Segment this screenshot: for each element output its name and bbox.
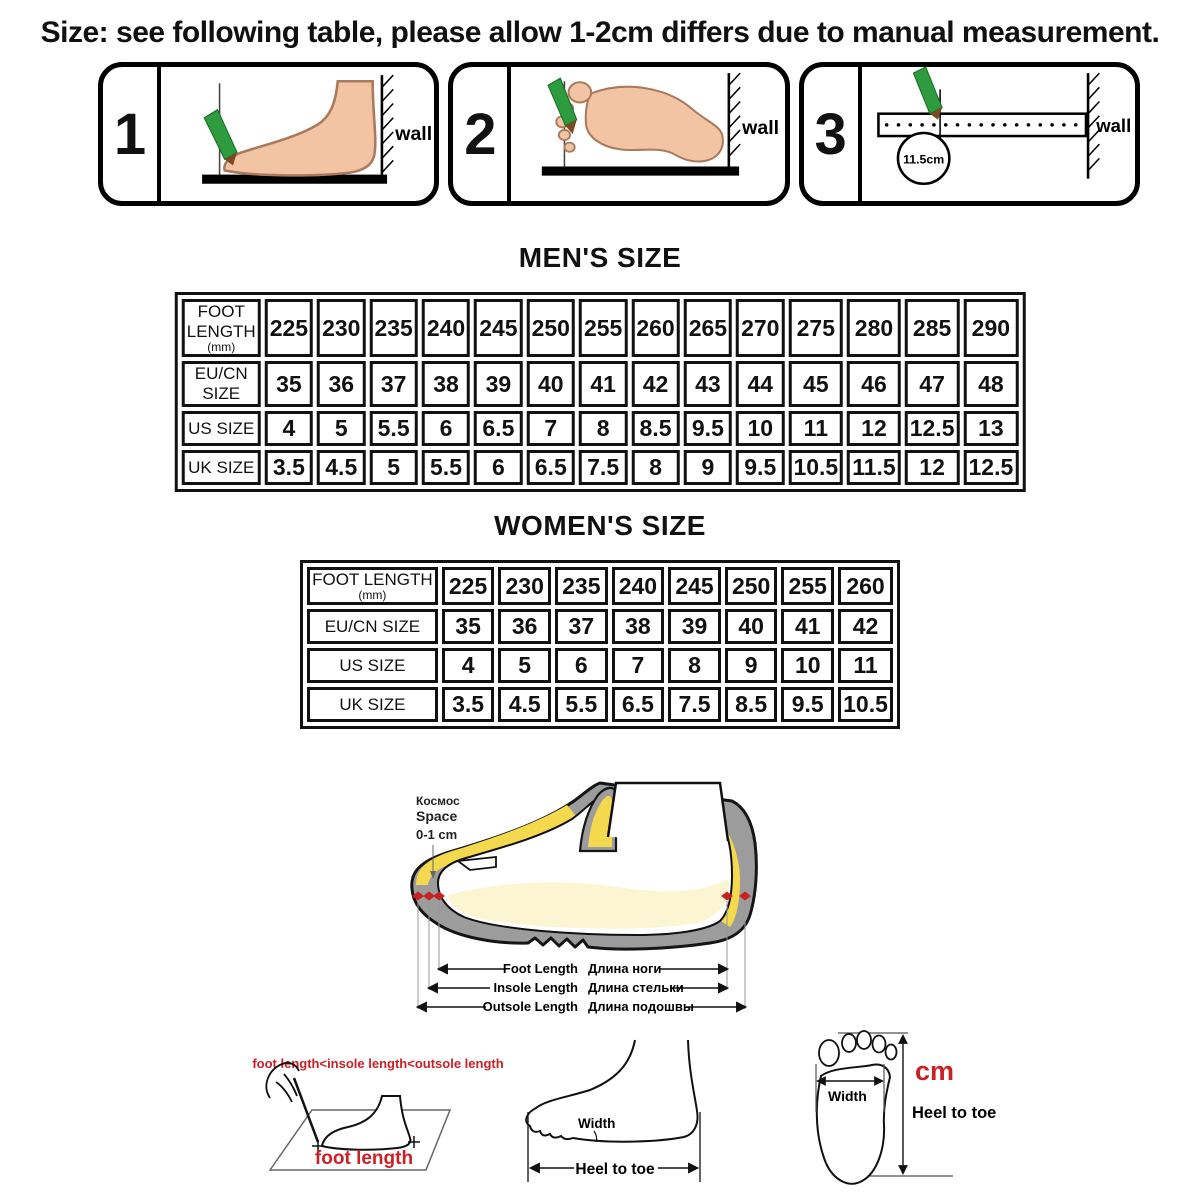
size-cell: 41 <box>579 361 627 407</box>
row-label: EU/CN SIZE <box>307 609 438 644</box>
heel-to-toe-label: Heel to toe <box>912 1104 997 1122</box>
shoe-cross-section <box>402 763 800 1041</box>
size-cell: 4 <box>265 411 313 446</box>
foot-tracing-guide <box>242 1048 514 1198</box>
size-cell: 8.5 <box>725 687 778 722</box>
row-label: US SIZE <box>307 648 438 683</box>
womens-table-wrap <box>300 560 900 729</box>
leg-fill <box>608 783 728 841</box>
size-cell: 35 <box>265 361 313 407</box>
size-cell: 275 <box>788 299 843 357</box>
unit-label: cm <box>915 1056 955 1086</box>
size-table-row <box>307 687 893 722</box>
size-cell: 7.5 <box>579 450 627 485</box>
toe <box>886 1045 897 1060</box>
size-cell: 8.5 <box>631 411 679 446</box>
size-cell: 12.5 <box>905 411 960 446</box>
size-cell: 225 <box>265 299 313 357</box>
wall-label: wall <box>1095 115 1131 136</box>
dimension-lines <box>418 969 745 1007</box>
womens-size-title: WOMEN'S SIZE <box>494 510 706 541</box>
size-cell: 240 <box>612 567 665 605</box>
size-cell: 235 <box>369 299 417 357</box>
size-cell: 47 <box>905 361 960 407</box>
big-toe <box>819 1040 839 1066</box>
insole-length-label-ru: Длина стельки <box>588 980 684 995</box>
size-cell: 5.5 <box>369 411 417 446</box>
size-table-row <box>307 609 893 644</box>
size-cell: 285 <box>905 299 960 357</box>
size-cell: 48 <box>963 361 1018 407</box>
size-cell: 4.5 <box>498 687 551 722</box>
size-cell: 6 <box>555 648 608 683</box>
length-inequality-label: foot length<insole length<outsole length <box>252 1056 504 1071</box>
size-cell: 250 <box>725 567 778 605</box>
row-label: UK SIZE <box>307 687 438 722</box>
sole-outline <box>817 1065 890 1184</box>
size-table-row <box>182 361 1019 407</box>
size-cell: 38 <box>422 361 470 407</box>
size-cell: 11 <box>788 411 843 446</box>
size-cell: 12.5 <box>963 450 1018 485</box>
size-cell: 5 <box>369 450 417 485</box>
space-range-label: 0-1 cm <box>416 827 458 842</box>
pencil-icon <box>204 110 237 160</box>
step-number: 1 <box>103 67 161 201</box>
size-cell: 8 <box>631 450 679 485</box>
footprint-guide <box>788 1018 1060 1200</box>
foot-length-label-en: Foot Length <box>502 961 578 976</box>
row-label: FOOT LENGTH (mm) <box>182 299 261 357</box>
size-table-row <box>307 648 893 683</box>
size-cell: 290 <box>963 299 1018 357</box>
step-number: 2 <box>453 67 511 201</box>
size-cell: 265 <box>684 299 732 357</box>
size-cell: 4.5 <box>317 450 365 485</box>
foot-side-icon <box>518 1038 800 1200</box>
size-cell: 10.5 <box>838 687 893 722</box>
mens-table-wrap <box>175 292 1026 492</box>
outsole-length-label-ru: Длина подошвы <box>588 999 694 1014</box>
size-cell: 37 <box>555 609 608 644</box>
size-cell: 42 <box>838 609 893 644</box>
size-cell: 11.5 <box>847 450 901 485</box>
foot-length-label-ru: Длина ноги <box>588 961 662 976</box>
size-cell: 5.5 <box>555 687 608 722</box>
size-cell: 40 <box>725 609 778 644</box>
measurement-value: 11.5cm <box>902 152 944 167</box>
size-cell: 7 <box>612 648 665 683</box>
size-cell: 6 <box>422 411 470 446</box>
foot-top-measure-icon <box>511 67 784 201</box>
row-label: UK SIZE <box>182 450 261 485</box>
size-cell: 44 <box>736 361 784 407</box>
step-number: 3 <box>804 67 862 201</box>
foot-sole-icon <box>586 87 723 162</box>
size-cell: 6.5 <box>474 411 522 446</box>
toe <box>565 143 575 152</box>
size-cell: 235 <box>555 567 608 605</box>
size-cell: 3.5 <box>265 450 313 485</box>
size-cell: 245 <box>668 567 721 605</box>
size-cell: 11 <box>838 648 893 683</box>
size-cell: 230 <box>317 299 365 357</box>
foot-length-label: foot length <box>314 1148 414 1169</box>
size-cell: 9.5 <box>684 411 732 446</box>
step-panel-1 <box>98 62 439 206</box>
shoe-diagram-icon <box>402 763 800 1041</box>
size-cell: 45 <box>788 361 843 407</box>
toe <box>559 130 570 140</box>
size-cell: 43 <box>684 361 732 407</box>
step-panel-2 <box>448 62 789 206</box>
size-cell: 8 <box>579 411 627 446</box>
size-cell: 7.5 <box>668 687 721 722</box>
ruler-measure-icon <box>862 67 1135 201</box>
size-cell: 9 <box>684 450 732 485</box>
size-table-row <box>182 450 1019 485</box>
size-cell: 42 <box>631 361 679 407</box>
size-cell: 13 <box>963 411 1018 446</box>
size-cell: 9 <box>725 648 778 683</box>
floor-bar <box>542 166 739 175</box>
size-cell: 3.5 <box>442 687 495 722</box>
size-cell: 10 <box>736 411 784 446</box>
foot-side-measure-icon <box>161 67 434 201</box>
size-table-row <box>307 567 893 605</box>
step3-illustration <box>862 67 1135 201</box>
size-cell: 46 <box>847 361 901 407</box>
wall-hatching <box>382 75 393 172</box>
size-cell: 6.5 <box>527 450 575 485</box>
size-cell: 260 <box>631 299 679 357</box>
outsole-length-label-en: Outsole Length <box>482 999 578 1014</box>
toe <box>857 1031 871 1049</box>
size-cell: 9.5 <box>781 687 834 722</box>
size-cell: 260 <box>838 567 893 605</box>
row-label: EU/CN SIZE <box>182 361 261 407</box>
foot-icon <box>224 81 375 175</box>
size-cell: 38 <box>612 609 665 644</box>
foot-tracing-icon <box>242 1048 514 1198</box>
row-label: US SIZE <box>182 411 261 446</box>
womens-size-table <box>300 560 900 729</box>
page-title: Size: see following table, please allow 1-2cm differs due to manual measurement. <box>40 16 1160 49</box>
size-cell: 35 <box>442 609 495 644</box>
size-cell: 6 <box>474 450 522 485</box>
size-cell: 37 <box>369 361 417 407</box>
size-cell: 6.5 <box>612 687 665 722</box>
step-panel-3 <box>799 62 1140 206</box>
size-cell: 39 <box>474 361 522 407</box>
size-cell: 10.5 <box>788 450 843 485</box>
step1-illustration <box>161 67 434 201</box>
size-cell: 12 <box>905 450 960 485</box>
pencil-icon <box>913 67 942 114</box>
row-label: FOOT LENGTH (mm) <box>307 567 438 605</box>
step2-illustration <box>511 67 784 201</box>
width-label: Width <box>828 1088 867 1104</box>
size-table-row <box>182 411 1019 446</box>
heel-to-toe-guide <box>518 1038 800 1200</box>
heel-to-toe-label: Heel to toe <box>575 1161 655 1178</box>
size-cell: 5 <box>498 648 551 683</box>
footprint-icon <box>788 1018 1060 1200</box>
insole-length-label-en: Insole Length <box>493 980 578 995</box>
wall-hatching <box>729 73 740 156</box>
big-toe <box>569 82 592 102</box>
size-cell: 255 <box>781 567 834 605</box>
size-cell: 250 <box>527 299 575 357</box>
size-cell: 41 <box>781 609 834 644</box>
size-cell: 8 <box>668 648 721 683</box>
size-cell: 5.5 <box>422 450 470 485</box>
measure-steps <box>98 62 1140 206</box>
toe <box>873 1036 886 1053</box>
size-cell: 230 <box>498 567 551 605</box>
size-cell: 9.5 <box>736 450 784 485</box>
size-cell: 225 <box>442 567 495 605</box>
wall-label: wall <box>395 123 433 146</box>
size-cell: 10 <box>781 648 834 683</box>
size-cell: 7 <box>527 411 575 446</box>
space-label-en: Space <box>416 808 458 824</box>
size-cell: 240 <box>422 299 470 357</box>
size-cell: 280 <box>847 299 901 357</box>
size-cell: 4 <box>442 648 495 683</box>
size-cell: 39 <box>668 609 721 644</box>
mens-size-title: MEN'S SIZE <box>518 242 682 273</box>
size-cell: 245 <box>474 299 522 357</box>
size-cell: 12 <box>847 411 901 446</box>
size-cell: 270 <box>736 299 784 357</box>
mens-size-table <box>175 292 1026 492</box>
toe <box>842 1034 856 1052</box>
width-label: Width <box>578 1116 616 1131</box>
size-cell: 5 <box>317 411 365 446</box>
size-cell: 255 <box>579 299 627 357</box>
size-cell: 36 <box>498 609 551 644</box>
size-table-row <box>182 299 1019 357</box>
wall-label: wall <box>742 117 780 139</box>
size-cell: 36 <box>317 361 365 407</box>
size-cell: 40 <box>527 361 575 407</box>
space-label-ru: Космос <box>416 794 460 808</box>
